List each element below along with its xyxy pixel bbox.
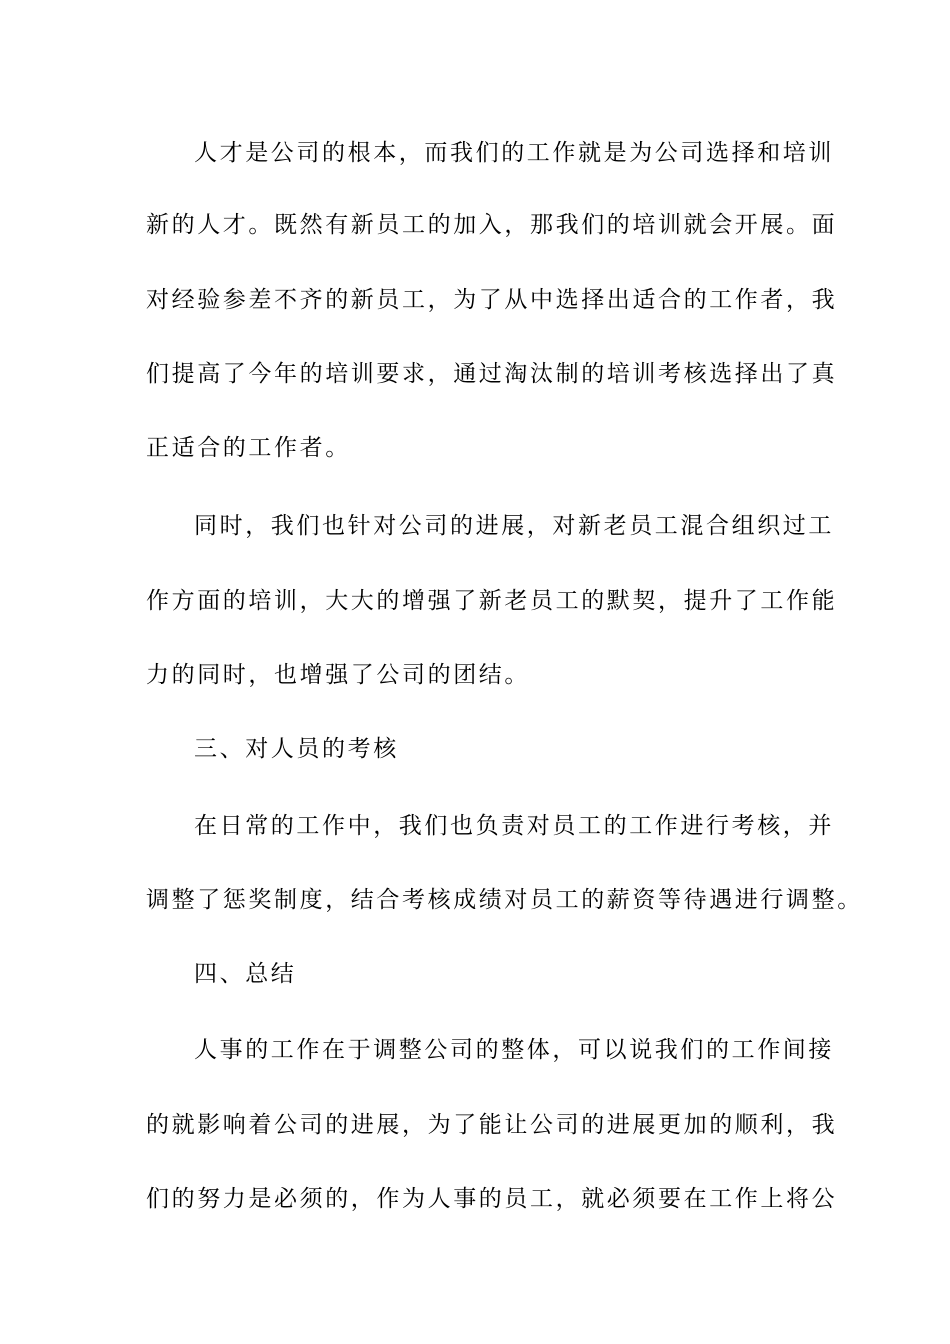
- section-heading: 四、总结: [194, 961, 297, 987]
- text-line: 人才是公司的根本，而我们的工作就是为公司选择和培训: [194, 140, 834, 166]
- text-line: 力的同时，也增强了公司的团结。: [146, 662, 530, 688]
- text-line: 同时，我们也针对公司的进展，对新老员工混合组织过工: [194, 513, 834, 539]
- text-line: 作方面的培训，大大的增强了新老员工的默契，提升了工作能: [146, 588, 838, 614]
- text-line: 们的努力是必须的，作为人事的员工，就必须要在工作上将公: [146, 1186, 838, 1212]
- text-line: 在日常的工作中，我们也负责对员工的工作进行考核，并: [194, 813, 834, 839]
- section-heading: 三、对人员的考核: [194, 736, 399, 762]
- text-line: 调整了惩奖制度，结合考核成绩对员工的薪资等待遇进行调整。: [146, 887, 863, 913]
- text-line: 们提高了今年的培训要求，通过淘汰制的培训考核选择出了真: [146, 361, 838, 387]
- text-line: 新的人才。既然有新员工的加入，那我们的培训就会开展。面: [146, 212, 838, 238]
- text-line: 对经验参差不齐的新员工，为了从中选择出适合的工作者，我: [146, 287, 838, 313]
- text-line: 人事的工作在于调整公司的整体，可以说我们的工作间接: [194, 1037, 834, 1063]
- text-line: 的就影响着公司的进展，为了能让公司的进展更加的顺利，我: [146, 1112, 838, 1138]
- text-line: 正适合的工作者。: [146, 435, 351, 461]
